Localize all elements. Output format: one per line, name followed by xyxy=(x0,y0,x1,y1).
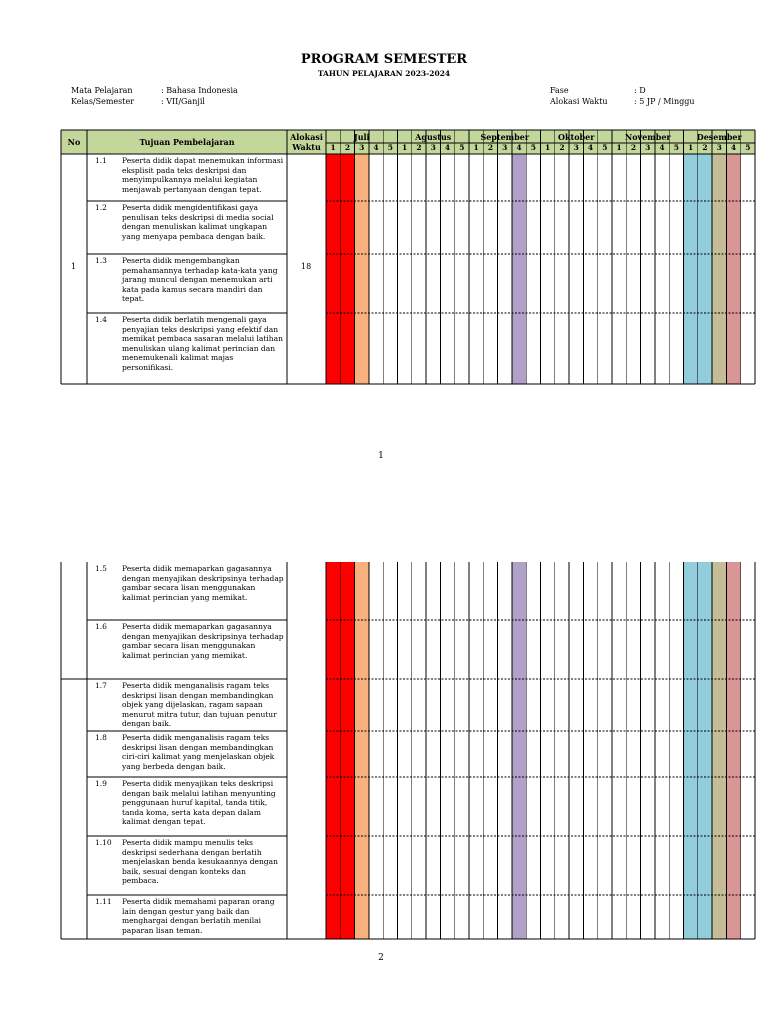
page-number-2: 2 xyxy=(378,953,384,963)
week-number: 4 xyxy=(583,143,597,154)
week-number: 4 xyxy=(369,143,383,154)
week-number: 4 xyxy=(726,143,740,154)
week-number: 1 xyxy=(541,143,555,154)
week-number: 3 xyxy=(498,143,512,154)
week-number: 2 xyxy=(698,143,712,154)
week-number: 4 xyxy=(440,143,454,154)
week-number: 1 xyxy=(326,143,340,154)
month-header: Juli xyxy=(326,130,398,143)
row-alokasi-waktu: 18 xyxy=(301,262,312,271)
objective-text: Peserta didik menyajikan teks deskripsi dengan baik melalui latihan menyunting penggunaan huruf kapital, tanda titik, tanda koma, serta kata depan dalam kalimat dengan tepat. xyxy=(122,779,276,826)
kelas-semester-label: Kelas/Semester xyxy=(71,97,135,106)
week-number: 2 xyxy=(412,143,426,154)
document-subtitle: TAHUN PELAJARAN 2023-2024 xyxy=(317,69,451,78)
week-number: 2 xyxy=(626,143,640,154)
week-number: 3 xyxy=(569,143,583,154)
week-number: 5 xyxy=(669,143,683,154)
alokasi-waktu-value: : 5 JP / Minggu xyxy=(634,97,695,106)
table-gridlines xyxy=(61,562,755,939)
month-header: Oktober xyxy=(541,130,613,143)
table-gridlines xyxy=(61,130,755,384)
objective-code: 1.11 xyxy=(95,897,112,906)
month-header: November xyxy=(612,130,684,143)
objective-text: Peserta didik menganalisis ragam teks deskripsi lisan dengan membandingkan ciri-ciri kalimat yang menjelaskan objek yang berbeda dengan baik. xyxy=(122,733,275,771)
objective-code: 1.7 xyxy=(95,681,107,690)
mata-pelajaran-value: : Bahasa Indonesia xyxy=(161,86,238,95)
objective-text: Peserta didik memaparkan gagasannya dengan menyajikan deskripsinya terhadap gambar secara lisan menggunakan kalimat perincian yang memikat. xyxy=(122,564,284,602)
week-number: 1 xyxy=(612,143,626,154)
objective-text: Peserta didik mengembangkan pemahamannya terhadap kata-kata yang jarang muncul dengan menemukan arti kata pada kamus secara mandiri dan tepat. xyxy=(122,256,278,303)
month-header: Desember xyxy=(684,130,756,143)
alokasi-label-line-2: Waktu xyxy=(292,142,321,152)
mata-pelajaran-label: Mata Pelajaran xyxy=(71,86,133,95)
week-number: 5 xyxy=(383,143,397,154)
fase-label: Fase xyxy=(550,86,569,95)
row-number: 1 xyxy=(71,262,77,271)
program-semester-table-page-1 xyxy=(61,130,757,384)
week-number: 1 xyxy=(469,143,483,154)
objective-text: Peserta didik berlatih mengenali gaya penyajian teks deskripsi yang efektif dan memikat pembaca sasaran melalui latihan menuliskan ulang kalimat perincian dan menemukenali kalimat majas personifikasi. xyxy=(122,315,283,372)
week-number: 1 xyxy=(398,143,412,154)
alokasi-label-line-1: Alokasi xyxy=(290,132,323,142)
objective-text: Peserta didik dapat menemukan informasi eksplisit pada teks deskripsi dan menyimpulkannya melalui kegiatan menjawab pertanyaan dengan tepat. xyxy=(122,156,284,194)
page-number-1: 1 xyxy=(378,451,384,461)
program-semester-table-page-2 xyxy=(61,562,757,939)
week-number: 3 xyxy=(641,143,655,154)
column-header-tujuan: Tujuan Pembelajaran xyxy=(87,130,287,154)
fase-value: : D xyxy=(634,86,646,95)
week-number: 5 xyxy=(741,143,755,154)
week-number: 2 xyxy=(555,143,569,154)
objective-text: Peserta didik mampu menulis teks deskripsi sederhana dengan berlatih menjelaskan benda kesukaannya dengan baik, sesuai dengan konteks dan pembaca. xyxy=(122,838,278,885)
week-number: 5 xyxy=(455,143,469,154)
objective-text: Peserta didik memaparkan gagasannya dengan menyajikan deskripsinya terhadap gambar secara lisan menggunakan kalimat perincian yang memikat. xyxy=(122,622,284,660)
week-number: 1 xyxy=(684,143,698,154)
alokasi-waktu-label: Alokasi Waktu xyxy=(550,97,608,106)
objective-code: 1.9 xyxy=(95,779,107,788)
week-number: 5 xyxy=(526,143,540,154)
kelas-semester-value: : VII/Ganjil xyxy=(161,97,205,106)
objective-code: 1.5 xyxy=(95,564,107,573)
document-title: PROGRAM SEMESTER xyxy=(300,52,468,67)
week-number: 2 xyxy=(340,143,354,154)
week-number: 3 xyxy=(355,143,369,154)
week-number: 3 xyxy=(712,143,726,154)
month-header: Agustus xyxy=(398,130,470,143)
objective-text: Peserta didik mengidentifikasi gaya penulisan teks deskripsi di media social dengan menuliskan kalimat ungkapan yang menyapa pembaca dengan baik. xyxy=(122,203,274,241)
column-header-no: No xyxy=(61,130,87,154)
objective-code: 1.10 xyxy=(95,838,112,847)
objective-code: 1.4 xyxy=(95,315,107,324)
week-number: 2 xyxy=(483,143,497,154)
objective-text: Peserta didik memahami paparan orang lain dengan gestur yang baik dan menghargai dengan berlatih menilai paparan lisan teman. xyxy=(122,897,275,935)
objective-code: 1.3 xyxy=(95,256,107,265)
month-header: September xyxy=(469,130,541,143)
objective-code: 1.1 xyxy=(95,156,107,165)
week-number: 5 xyxy=(598,143,612,154)
week-number: 3 xyxy=(426,143,440,154)
objective-code: 1.8 xyxy=(95,733,107,742)
week-number: 4 xyxy=(655,143,669,154)
objective-code: 1.2 xyxy=(95,203,107,212)
objective-text: Peserta didik menganalisis ragam teks deskripsi lisan dengan membandingkan objek yang dijelaskan, ragam sapaan menurut mitra tutur, dan tujuan penutur dengan baik. xyxy=(122,681,277,728)
week-number: 4 xyxy=(512,143,526,154)
objective-code: 1.6 xyxy=(95,622,107,631)
